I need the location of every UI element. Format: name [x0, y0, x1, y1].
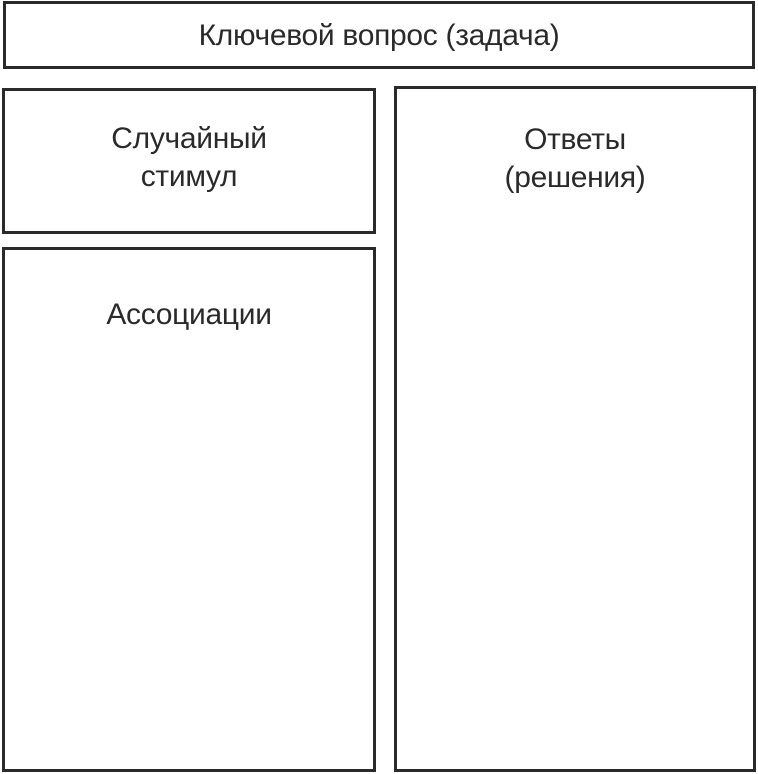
associations-box	[2, 247, 376, 772]
key-question-box	[3, 1, 755, 69]
random-stimulus-label	[5, 91, 373, 196]
answers-label	[397, 89, 753, 197]
answers-box	[394, 86, 756, 772]
associations-label: Ассоциации	[106, 298, 272, 331]
random-stimulus-label-line-1: Случайный	[111, 122, 267, 155]
random-stimulus-box	[2, 88, 376, 234]
random-stimulus-label-line-2: стимул	[140, 160, 238, 193]
answers-label-line-2: (решения)	[504, 161, 646, 194]
key-question-label: Ключевой вопрос (задача)	[198, 19, 560, 52]
answers-label-line-1: Ответы	[524, 123, 626, 156]
